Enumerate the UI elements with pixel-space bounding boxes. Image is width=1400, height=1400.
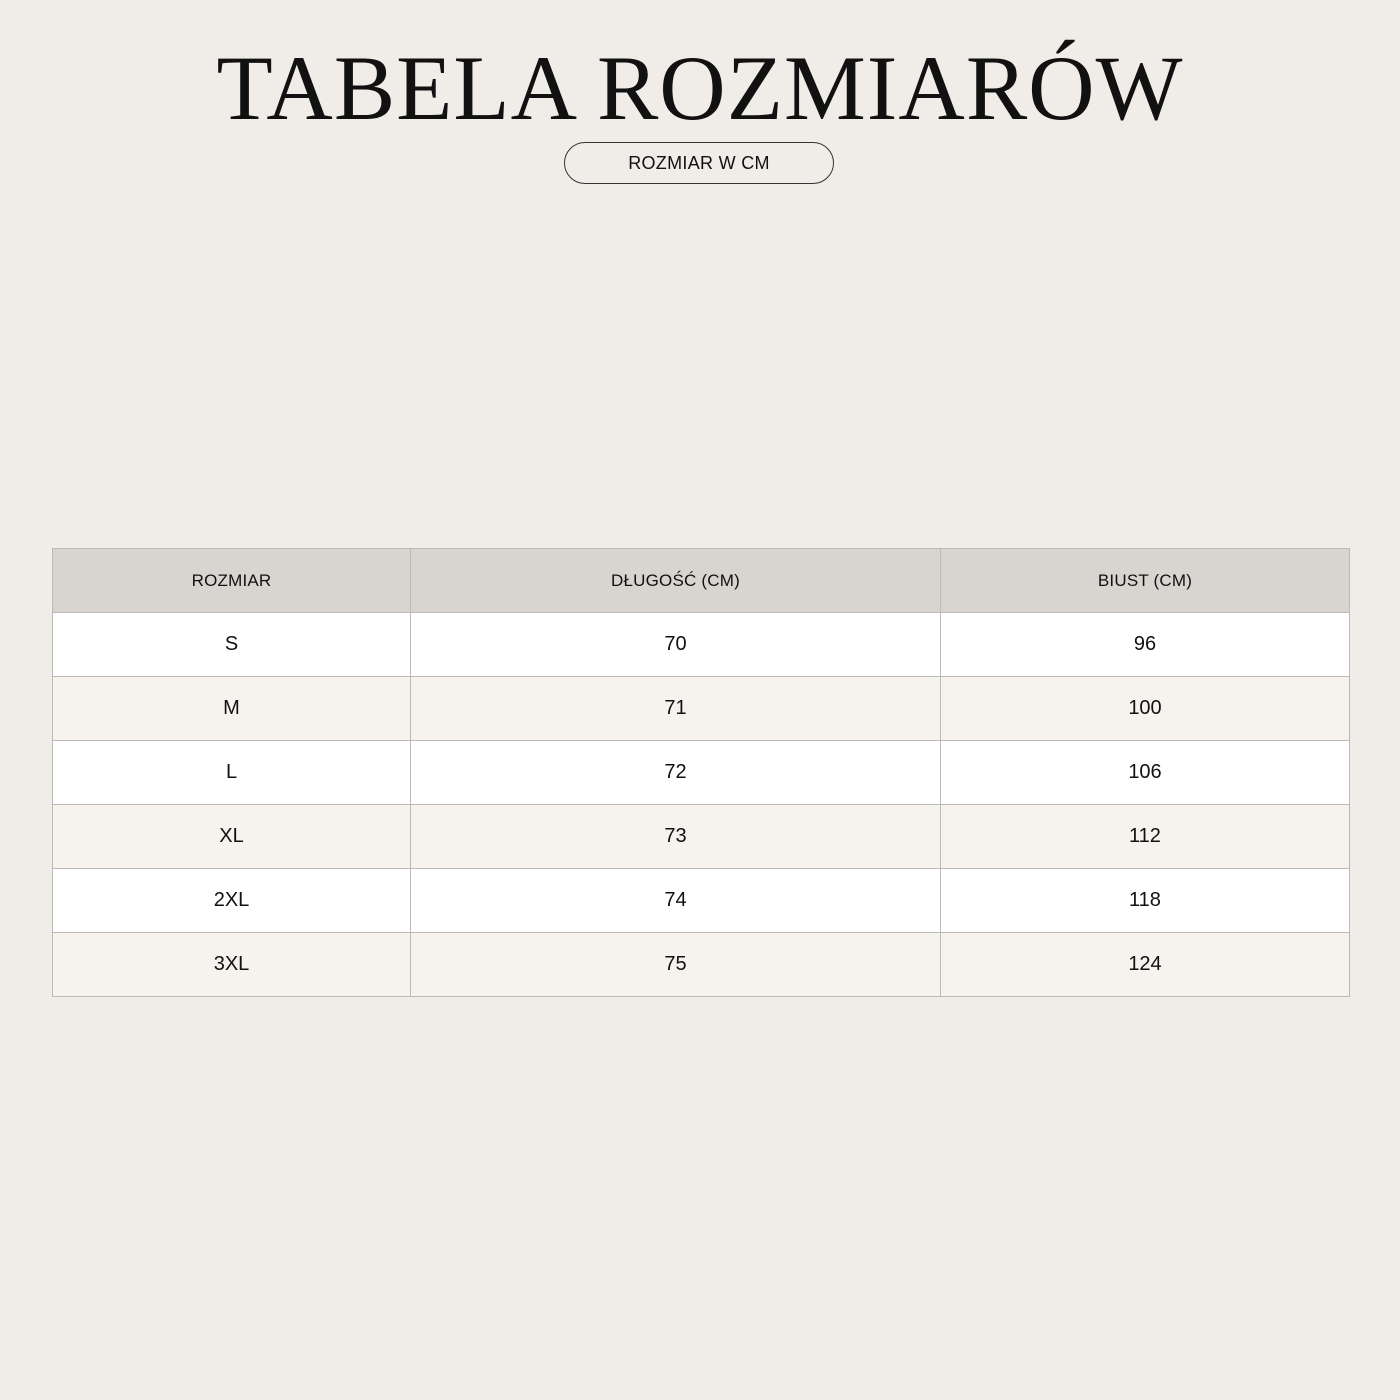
table-row: [53, 869, 1350, 933]
cell-length: 75: [411, 933, 941, 997]
table-row: [53, 677, 1350, 741]
column-header-bust: BIUST (CM): [941, 549, 1350, 613]
unit-badge: ROZMIAR W CM: [564, 142, 834, 184]
cell-bust: 112: [941, 805, 1350, 869]
cell-size: 3XL: [53, 933, 411, 997]
cell-bust: 118: [941, 869, 1350, 933]
cell-length: 73: [411, 805, 941, 869]
table-row: [53, 613, 1350, 677]
cell-bust: 124: [941, 933, 1350, 997]
column-header-length: DŁUGOŚĆ (CM): [411, 549, 941, 613]
cell-length: 74: [411, 869, 941, 933]
table-row: [53, 805, 1350, 869]
cell-bust: 96: [941, 613, 1350, 677]
cell-size: S: [53, 613, 411, 677]
table-row: [53, 933, 1350, 997]
size-table: [52, 548, 1350, 997]
cell-size: L: [53, 741, 411, 805]
cell-length: 71: [411, 677, 941, 741]
cell-size: M: [53, 677, 411, 741]
cell-bust: 100: [941, 677, 1350, 741]
cell-size: XL: [53, 805, 411, 869]
column-header-size: ROZMIAR: [53, 549, 411, 613]
size-table-container: [52, 548, 1349, 997]
table-row: [53, 741, 1350, 805]
page-title: TABELA ROZMIARÓW: [216, 37, 1184, 139]
cell-bust: 106: [941, 741, 1350, 805]
cell-length: 72: [411, 741, 941, 805]
table-header-row: [53, 549, 1350, 613]
cell-size: 2XL: [53, 869, 411, 933]
cell-length: 70: [411, 613, 941, 677]
